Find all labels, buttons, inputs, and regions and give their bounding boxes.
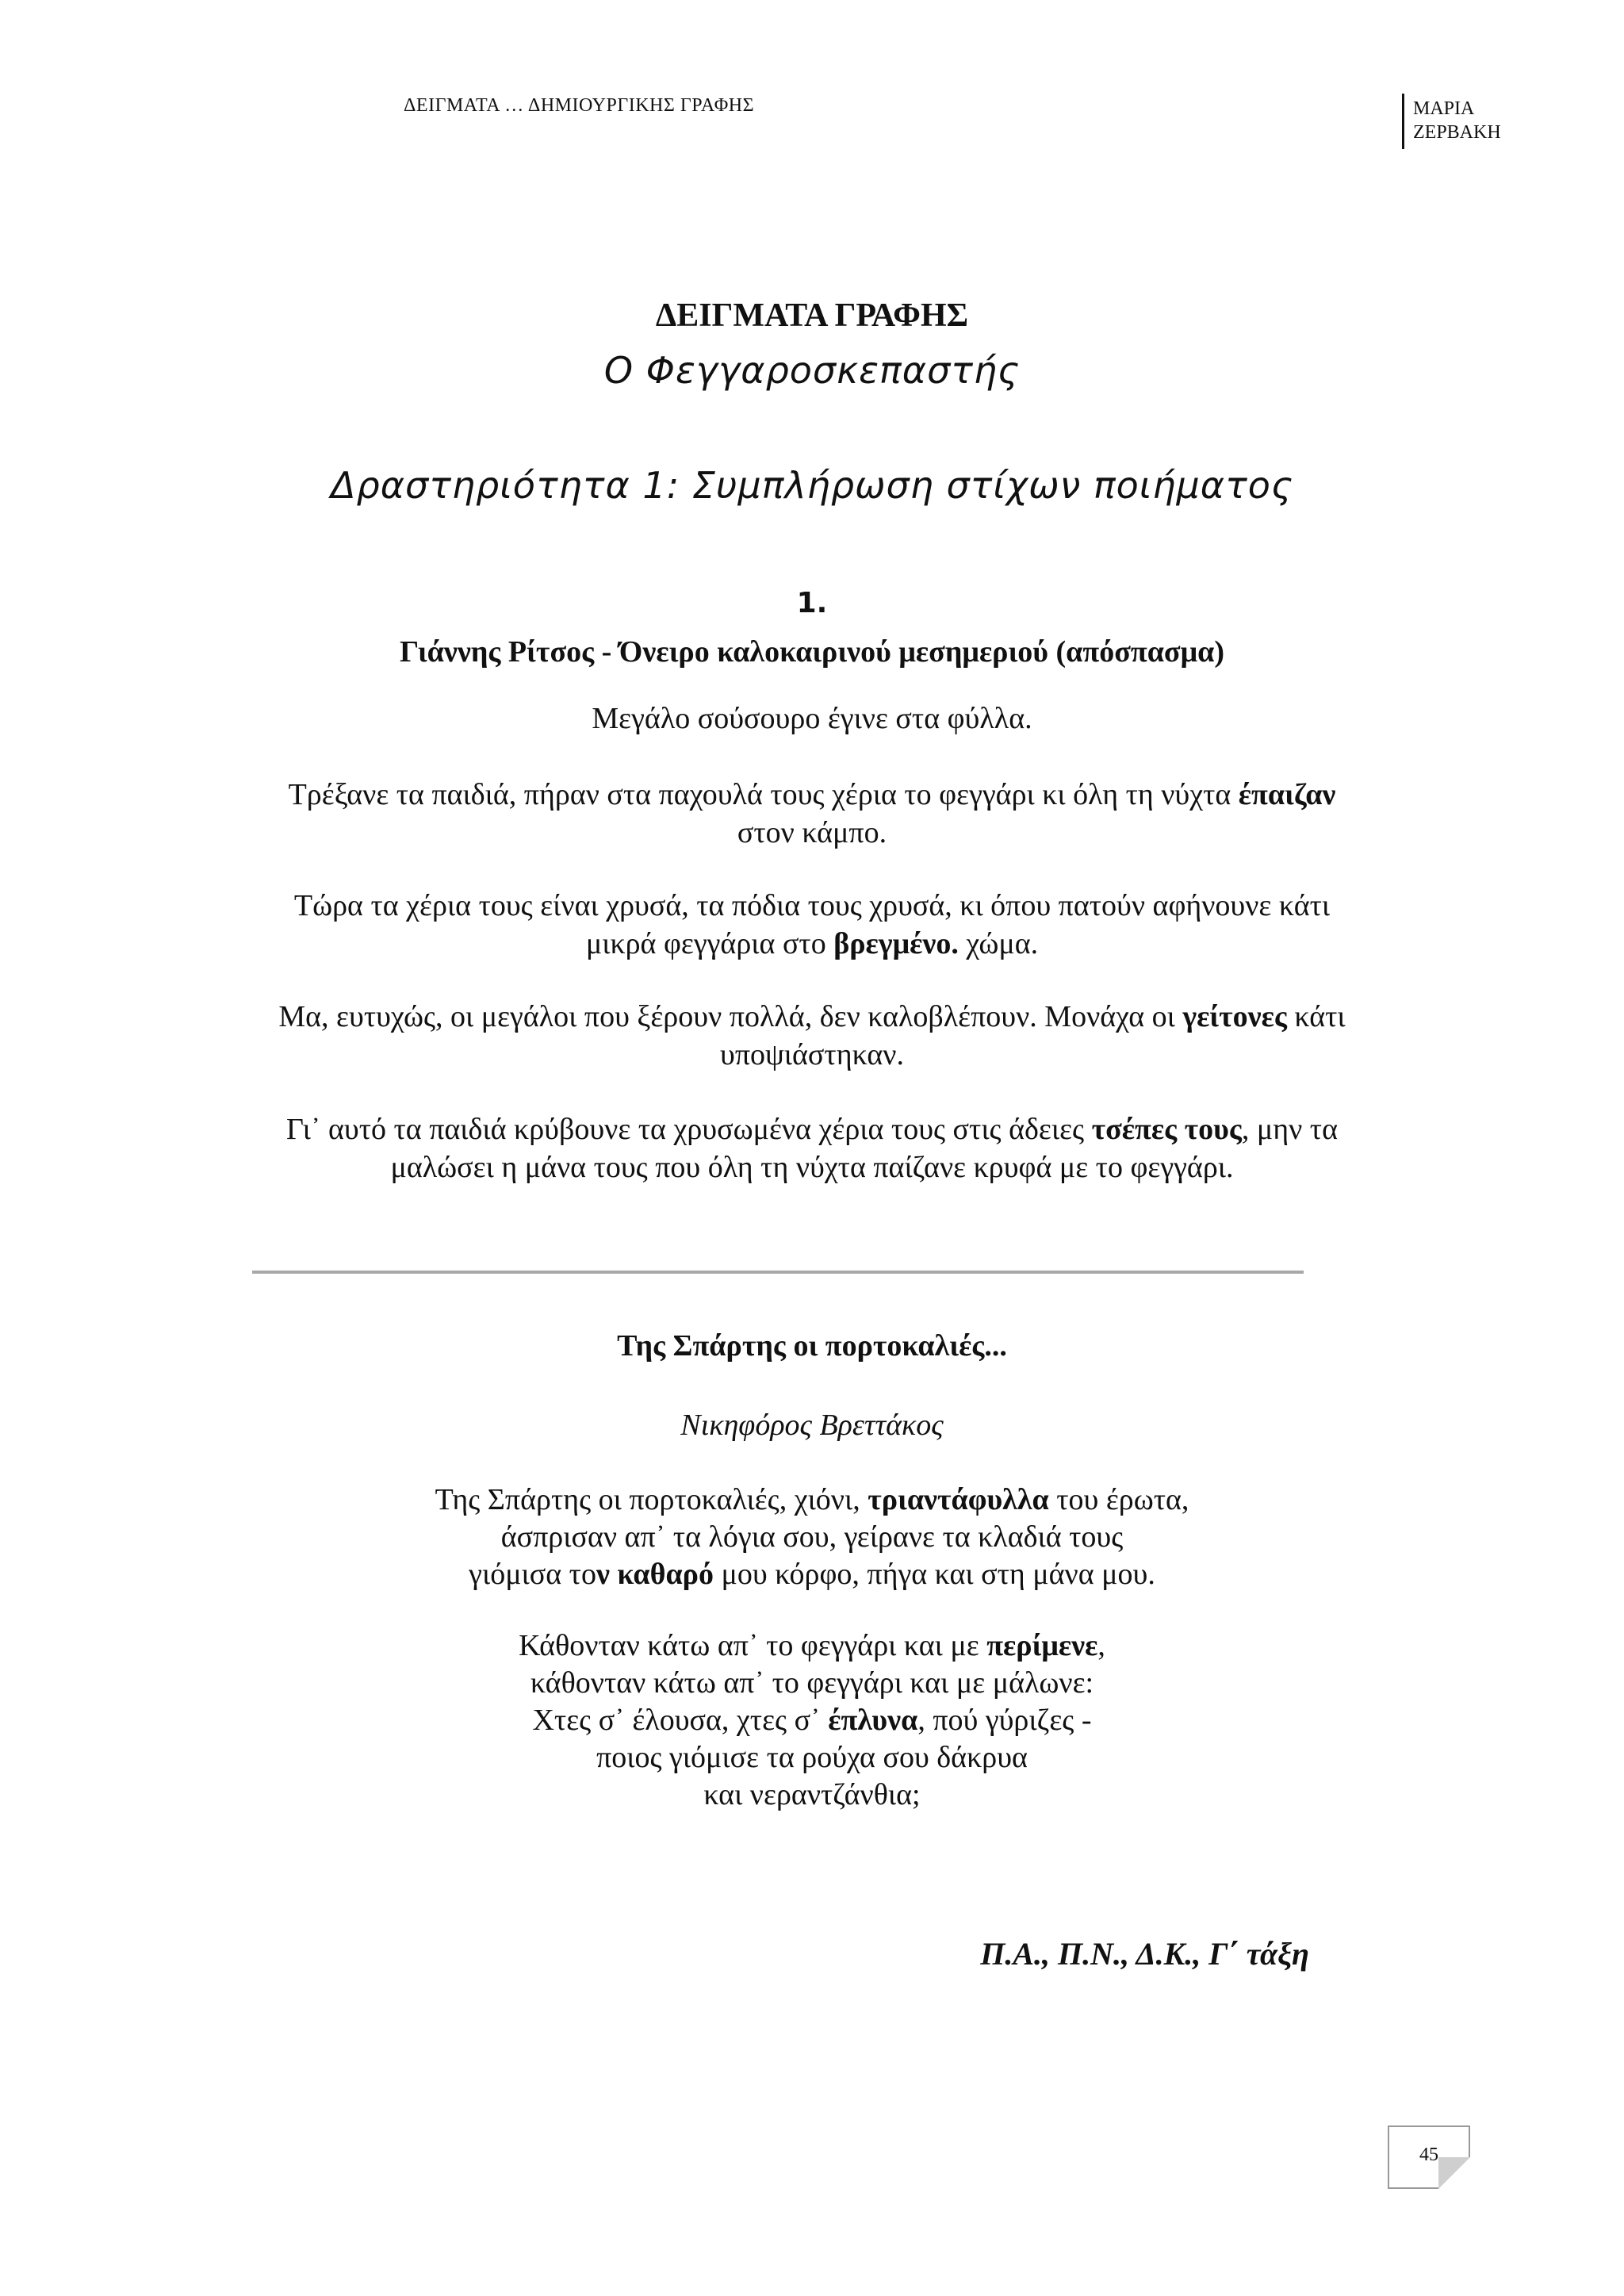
stanza2-line-2: κάθονταν κάτω απ᾽ το φεγγάρι και με μάλωνε: — [530, 1666, 1094, 1700]
poem1-p4-bold: γείτονες — [1182, 1000, 1287, 1033]
poem1-p5-bold: τσέπες τους — [1091, 1113, 1242, 1146]
line-text-end: του έρωτα, — [1048, 1483, 1189, 1516]
line-text-end: , πού γύριζες - — [917, 1704, 1092, 1737]
poem1-p4-text-end: κάτι υποψιάστηκαν. — [720, 1000, 1346, 1071]
page-number: 45 — [1419, 2145, 1438, 2165]
poem1-p3-bold: βρεγμένο. — [833, 927, 959, 960]
line-bold: περίμενε — [986, 1629, 1098, 1662]
running-header-title: ΔΕΙΓΜΑΤΑ … ΔΗΜΙΟΥΡΓΙΚΗΣ ΓΡΑΦΗΣ — [404, 95, 755, 116]
line-text: Χτες σ᾽ έλουσα, χτες σ᾽ — [532, 1704, 829, 1737]
poem2-stanza-1 — [257, 1481, 1367, 1593]
poem1-p3-text-end: χώμα. — [958, 927, 1039, 960]
poem1-paragraph-4 — [257, 998, 1367, 1074]
student-credit: Π.Α., Π.Ν., Δ.Κ., Γ΄ τάξη — [980, 1936, 1309, 1972]
section-number: 1. — [796, 587, 828, 619]
running-header-author — [1413, 97, 1501, 144]
document-title: ΔΕΙΓΜΑΤΑ ΓΡΑΦΗΣ — [655, 297, 969, 334]
document-subtitle: Ο Φεγγαροσκεπαστής — [603, 349, 1021, 392]
header-divider — [1402, 94, 1404, 149]
poem1-paragraph-2 — [257, 776, 1367, 852]
poem1-p3-text: Τώρα τα χέρια τους είναι χρυσά, τα πόδια τους χρυσά, κι όπου πατούν αφήνουνε κάτι μικρά φεγγάρια στο — [293, 889, 1331, 960]
poem1-p4-text: Μα, ευτυχώς, οι μεγάλοι που ξέρουν πολλά, δεν καλοβλέπουν. Μονάχα οι — [278, 1000, 1183, 1033]
line-text-end: , — [1097, 1629, 1105, 1662]
poem2-author: Νικηφόρος Βρεττάκος — [680, 1409, 944, 1442]
stanza2-line-1 — [257, 1627, 1367, 1665]
stanza1-line-2: άσπρισαν απ᾽ τα λόγια σου, γείρανε τα κλαδιά τους — [500, 1520, 1124, 1554]
poem1-p2-text: Τρέξανε τα παιδιά, πήραν στα παχουλά τους χέρια το φεγγάρι κι όλη τη νύχτα — [288, 778, 1239, 811]
author-first-name: ΜΑΡΙΑ — [1413, 98, 1475, 119]
line-text: Της Σπάρτης οι πορτοκαλιές, χιόνι, — [435, 1483, 868, 1516]
poem1-p2-bold: έπαιζαν — [1238, 778, 1336, 811]
stanza2-line-4: ποιος γιόμισε τα ρούχα σου δάκρυα — [596, 1741, 1028, 1774]
line-bold: ν καθαρό — [596, 1558, 714, 1591]
poem1-title: Γιάννης Ρίτσος - Όνειρο καλοκαιρινού μεσημεριού (απόσπασμα) — [400, 635, 1224, 669]
poem1-paragraph-5 — [257, 1110, 1367, 1186]
line-text-end: μου κόρφο, πήγα και στη μάνα μου. — [714, 1558, 1155, 1591]
stanza1-line-1 — [257, 1481, 1367, 1519]
line-text: Κάθονταν κάτω απ᾽ το φεγγάρι και με — [519, 1629, 987, 1662]
line-text: γιόμισα το — [469, 1558, 596, 1591]
poem1-p1-text: Μεγάλο σούσουρο έγινε στα φύλλα. — [592, 702, 1032, 735]
author-last-name: ΖΕΡΒΑΚΗ — [1413, 122, 1501, 143]
poem1-p5-text: Γι᾽ αυτό τα παιδιά κρύβουνε τα χρυσωμένα χέρια τους στις άδειες — [286, 1113, 1092, 1146]
page-curl-icon — [1438, 2157, 1470, 2189]
stanza2-line-5: και νεραντζάνθια; — [703, 1778, 921, 1811]
poem1-p2-text-end: στον κάμπο. — [737, 816, 887, 849]
line-bold: τριαντάφυλλα — [868, 1483, 1049, 1516]
section-divider — [252, 1271, 1304, 1274]
poem2-stanza-2 — [257, 1627, 1367, 1814]
poem1-p5-text-end: , μην τα μαλώσει η μάνα τους που όλη τη νύχτα παίζανε κρυφά με το φεγγάρι. — [390, 1113, 1338, 1184]
poem2-title: Της Σπάρτης οι πορτοκαλιές... — [617, 1329, 1007, 1363]
stanza2-line-3 — [257, 1702, 1367, 1739]
poem1-paragraph-3 — [257, 887, 1367, 963]
activity-heading: Δραστηριότητα 1: Συμπλήρωση στίχων ποιήματος — [331, 464, 1293, 507]
poem1-paragraph-1 — [257, 700, 1367, 738]
page-number-box — [1388, 2125, 1470, 2189]
line-bold: έπλυνα — [828, 1704, 918, 1737]
stanza1-line-3 — [257, 1556, 1367, 1593]
